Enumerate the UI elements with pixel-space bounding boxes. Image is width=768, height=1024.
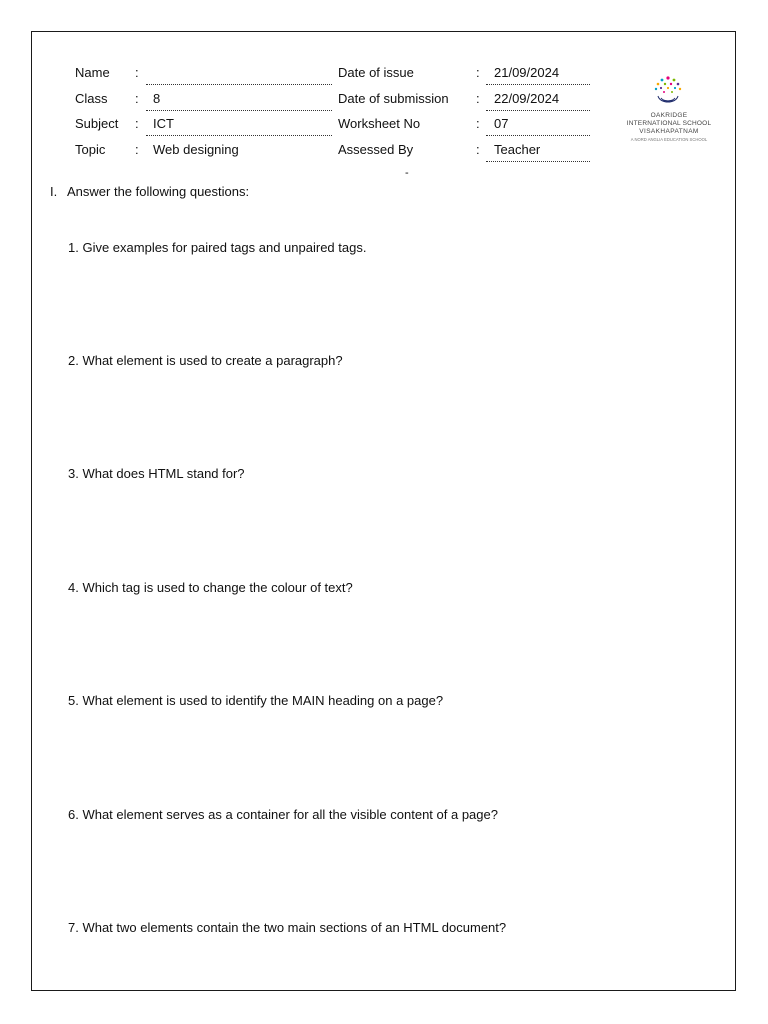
date-submission-value: 22/09/2024 <box>494 91 560 106</box>
name-colon: : <box>135 65 139 80</box>
date-issue-value: 21/09/2024 <box>494 65 560 80</box>
subject-value: ICT <box>153 116 174 131</box>
class-colon: : <box>135 91 139 106</box>
question-3: 3. What does HTML stand for? <box>68 466 245 481</box>
topic-label: Topic <box>75 142 106 157</box>
logo-text-line1: OAKRIDGE <box>650 112 688 119</box>
assessed-underline <box>486 161 590 162</box>
logo-text-line4: A NORD ANGLIA EDUCATION SCHOOL <box>630 137 708 142</box>
question-2: 2. What element is used to create a paragraph? <box>68 353 343 368</box>
school-logo <box>606 64 732 160</box>
class-value: 8 <box>153 91 161 106</box>
logo-emblem-icon <box>650 74 686 110</box>
topic-colon: : <box>135 142 139 157</box>
worksheet-label: Worksheet No <box>338 116 421 131</box>
worksheet-value: 07 <box>494 116 509 131</box>
worksheet-underline <box>486 135 590 136</box>
question-7: 7. What two elements contain the two main sections of an HTML document? <box>68 920 507 935</box>
logo-text-line3: VISAKHAPATNAM <box>639 128 699 135</box>
worksheet-colon: : <box>476 116 480 131</box>
page-border <box>31 31 736 991</box>
date-submission-underline <box>486 110 590 111</box>
subject-underline <box>146 135 332 136</box>
question-4: 4. Which tag is used to change the colour of text? <box>68 580 353 595</box>
date-submission-colon: : <box>476 91 480 106</box>
question-5: 5. What element is used to identify the MAIN heading on a page? <box>68 693 444 708</box>
subject-colon: : <box>135 116 139 131</box>
name-underline <box>146 84 332 85</box>
date-issue-underline <box>486 84 590 85</box>
subject-label: Subject <box>75 116 119 131</box>
question-6: 6. What element serves as a container for all the visible content of a page? <box>68 807 498 822</box>
name-label: Name <box>75 65 110 80</box>
assessed-colon: : <box>476 142 480 157</box>
logo-text-line2: INTERNATIONAL SCHOOL <box>626 120 712 127</box>
section-numeral: I. <box>50 184 58 199</box>
stray-dash: - <box>405 167 409 179</box>
date-submission-label: Date of submission <box>338 91 449 106</box>
class-underline <box>146 110 332 111</box>
section-title: Answer the following questions: <box>67 184 250 199</box>
assessed-label: Assessed By <box>338 142 414 157</box>
date-issue-colon: : <box>476 65 480 80</box>
date-issue-label: Date of issue <box>338 65 414 80</box>
question-1: 1. Give examples for paired tags and unpaired tags. <box>68 240 367 255</box>
topic-value: Web designing <box>153 142 239 157</box>
class-label: Class <box>75 91 108 106</box>
assessed-value: Teacher <box>494 142 541 157</box>
